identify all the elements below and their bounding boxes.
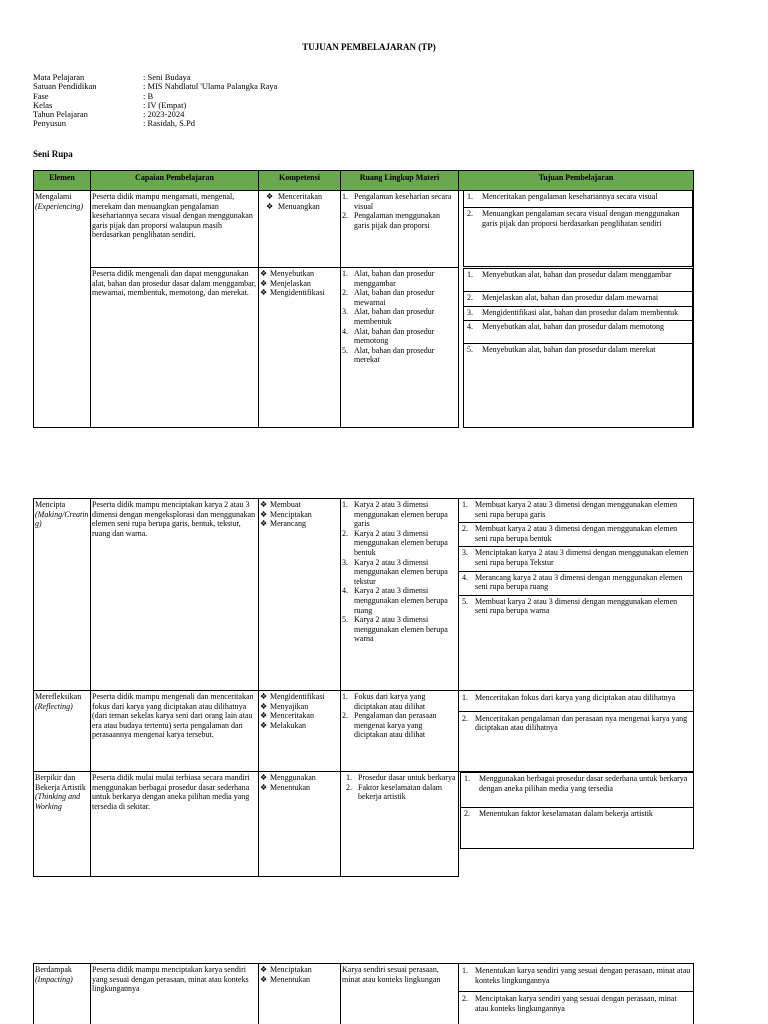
list-item: 2. Karya 2 atau 3 dimensi menggunakan elemen berupa bentuk — [342, 528, 448, 557]
tp-cell — [459, 191, 694, 268]
table-row — [34, 268, 694, 428]
cp-cell: Peserta didik mengenali dan dapat menggunakan alat, bahan dan prosedur dasar dalam menggambar, mewarnai, membentuk, memotong, dan merekat. — [91, 268, 259, 428]
table-row — [34, 772, 694, 877]
meta-value: : 2023-2024 — [143, 109, 185, 120]
list-item: 2. Faktor keselamatan dalam bekerja artistik — [346, 782, 442, 802]
tp-item: 1. Menggunakan berbagai prosedur dasar sederhana untuk berkarya dengan aneka pilihan media yang tersedia — [460, 772, 694, 808]
table-row — [34, 499, 694, 691]
list-item: 1. Fokus dari karya yang diciptakan atau dilihat — [342, 692, 426, 711]
list-item: ❖ Merancang — [260, 519, 306, 529]
tp-cell — [459, 268, 694, 428]
meta-value: : MIS Nahdlatul 'Ulama Palangka Raya — [143, 81, 278, 92]
tp-item: 5. Membuat karya 2 atau 3 dimensi dengan menggunakan elemen seni rupa berupa warna — [462, 596, 678, 616]
elemen-cell: Berpikir dan Bekerja Artistik (Thinking and Working — [34, 772, 91, 877]
meta-row — [33, 82, 277, 91]
tp-cell — [459, 691, 694, 772]
header-tujuan: Tujuan Pembelajaran — [459, 171, 694, 191]
tp-item: 2. Menuangkan pengalaman secara visual dengan menggunakan garis pijak dan proporsi berdasarkan penglihatan sendiri — [463, 208, 693, 267]
materi-cell: Karya sendiri sesuai perasaan, minat atau konteks lingkungan — [341, 964, 459, 1024]
tp-item: 1. Menyebutkan alat, bahan dan prosedur dalam menggambar — [463, 268, 693, 292]
kompetensi-cell — [259, 691, 341, 772]
tp-item: 4. Merancang karya 2 atau 3 dimensi dengan menggunakan elemen seni rupa berupa ruang — [459, 572, 693, 596]
header-kompetensi: Kompetensi — [259, 171, 341, 191]
list-item: 3. Alat, bahan dan prosedur membentuk — [342, 307, 435, 326]
list-item: ❖ Menyajikan — [260, 701, 309, 711]
meta-row — [33, 119, 277, 128]
tp-item: 2. Membuat karya 2 atau 3 dimensi dengan menggunakan elemen seni rupa berupa bentuk — [459, 523, 693, 547]
tp-item: 1. Membuat karya 2 atau 3 dimensi dengan menggunakan elemen seni rupa berupa garis — [459, 499, 693, 523]
tp-item: 3. Mengidentifikasi alat, bahan dan prosedur dalam membentuk — [463, 306, 693, 321]
kompetensi-cell — [259, 772, 341, 877]
tp-cell — [459, 499, 694, 691]
section-title: Seni Rupa — [33, 149, 73, 159]
list-item: 2. Alat, bahan dan prosedur mewarnai — [342, 288, 435, 307]
elemen-cell: Mengalami (Experiencing) — [34, 191, 91, 268]
meta-value: : Rasidah, S.Pd — [143, 118, 195, 129]
list-item: ❖ Menyebutkan — [260, 269, 314, 278]
elemen-cell — [34, 268, 91, 428]
elemen-cell: Mencipta (Making/Creating) — [34, 499, 91, 691]
tp-item: 2. Menentukan faktor keselamatan dalam bekerja artistik — [460, 807, 694, 849]
list-item: ❖ Menggunakan — [260, 773, 316, 782]
materi-cell — [341, 191, 459, 268]
tp-item: 4. Menyebutkan alat, bahan dan prosedur dalam memotong — [463, 320, 693, 344]
meta-label: Fase — [33, 90, 49, 101]
kompetensi-cell — [259, 191, 341, 268]
tp-item: 2. Menceritakan pengalaman dan perasaan nya mengenai karya yang diciptakan atau dilihatnya — [462, 713, 688, 733]
cp-cell: Peserta didik mampu menciptakan karya 2 atau 3 dimensi dengan mengeksplorasi dan menggunakan elemen seni rupa berupa garis, bentuk, tekstur, ruang dan warna. — [91, 499, 259, 691]
meta-label: Tahun Pelajaran — [33, 109, 88, 120]
table-row — [34, 191, 694, 268]
header-materi: Ruang Lingkup Materi — [341, 171, 459, 191]
header-elemen: Elemen — [34, 171, 91, 191]
list-item: 4. Karya 2 atau 3 dimensi menggunakan elemen berupa ruang — [342, 586, 448, 615]
tp-item: 3. Menciptakan karya 2 atau 3 dimensi dengan menggunakan elemen seni rupa berupa Tekstur — [459, 547, 693, 571]
list-item: ❖ Menciptakan — [260, 965, 312, 974]
cp-cell: Peserta didik mulai mulai terbiasa secara mandiri menggunakan berbagai prosedur dasar sederhana untuk berkarya dengan aneka pilihan media yang tersedia di sekitar. — [91, 772, 259, 877]
meta-value: : Seni Budaya — [143, 72, 191, 82]
list-item: ❖ Menuangkan — [266, 201, 320, 211]
elemen-cell: Berdampak (Impacting) — [34, 964, 91, 1024]
tp-table-part-2 — [33, 498, 694, 877]
tp-item: 5. Menyebutkan alat, bahan dan prosedur dalam merekat — [463, 343, 693, 428]
tp-cell — [459, 772, 694, 877]
tp-item: 2. Menciptakan karya sendiri yang sesuai dengan perasaan, minat atau konteks lingkungannya — [462, 994, 677, 1013]
tp-item: 1. Menceritakan pengalaman kesehariannya secara visual — [463, 191, 693, 208]
list-item: ❖ Menentukan — [260, 974, 310, 984]
table-header-row — [34, 171, 694, 191]
meta-label: Kelas — [33, 99, 53, 110]
meta-value: : B — [143, 90, 154, 101]
list-item: 1. Prosedur dasar untuk berkarya — [346, 773, 456, 782]
tp-item: 2. Menjelaskan alat, bahan dan prosedur dalam mewarnai — [463, 291, 693, 307]
cp-cell: Peserta didik mampu mengamati, mengenal, merekam dan menuangkan pengalaman kesehariannya secara visual dengan menggunakan garis pijak dan proporsi walaupun masih berdasarkan penglihatan sendiri. — [91, 191, 259, 268]
document-title: TUJUAN PEMBELAJARAN (TP) — [302, 42, 436, 52]
list-item: ❖ Menentukan — [260, 782, 310, 792]
elemen-cell: Merefleksikan (Reflecting) — [34, 691, 91, 772]
list-item: 2. Pengalaman menggunakan garis pijak dan proporsi — [342, 211, 440, 230]
list-item: 5. Karya 2 atau 3 dimensi menggunakan elemen berupa warna — [342, 615, 448, 644]
list-item: ❖ Mengidentifikasi — [260, 288, 325, 298]
materi-cell — [341, 772, 459, 877]
table-row — [34, 691, 694, 772]
materi-cell — [341, 268, 459, 428]
list-item: 4. Alat, bahan dan prosedur memotong — [342, 326, 435, 346]
header-capaian: Capaian Pembelajaran — [91, 171, 259, 191]
list-item: 1. Alat, bahan dan prosedur menggambar — [342, 269, 435, 288]
list-item: ❖ Melakukan — [260, 720, 306, 730]
list-item: ❖ Membuat — [260, 500, 301, 509]
kompetensi-cell — [259, 964, 341, 1024]
list-item: ❖ Menjelaskan — [260, 278, 311, 288]
list-item: 3. Karya 2 atau 3 dimensi menggunakan elemen berupa tekstur — [342, 557, 448, 586]
meta-label: Mata Pelajaran — [33, 72, 85, 82]
tp-item: 1. Menentukan karya sendiri yang sesuai dengan perasaan, minat atau konteks lingkungannya — [459, 964, 693, 992]
document-meta — [33, 73, 277, 129]
materi-cell — [341, 499, 459, 691]
tp-cell — [459, 964, 694, 1024]
meta-value: : IV (Empat) — [143, 99, 187, 110]
table-row — [34, 964, 694, 1024]
tp-table-part-1 — [33, 170, 694, 428]
list-item: 5. Alat, bahan dan prosedur merekat — [342, 345, 435, 365]
list-item: ❖ Menceritakan — [266, 192, 322, 201]
meta-label: Satuan Pendidikan — [33, 81, 97, 92]
tp-table-part-3 — [33, 963, 694, 1024]
meta-label: Penyusun — [33, 118, 67, 129]
list-item: ❖ Menciptakan — [260, 509, 312, 519]
kompetensi-cell — [259, 268, 341, 428]
list-item: ❖ Mengidentifikasi — [260, 692, 325, 701]
kompetensi-cell — [259, 499, 341, 691]
materi-cell — [341, 691, 459, 772]
list-item: 1. Karya 2 atau 3 dimensi menggunakan elemen berupa garis — [342, 500, 448, 529]
list-item: 2. Pengalaman dan perasaan mengenai karya yang diciptakan atau dilihat — [342, 711, 437, 740]
cp-cell: Peserta didik mampu mengenali dan menceritakan fokus dari karya yang diciptakan atau dilihatnya (dari teman sekelas karya seni dari orang lain atau era atau budaya tertentu) serta pengalaman dan perasaannya mengenai karya tersebut. — [91, 691, 259, 772]
list-item: 1. Pengalaman keseharian secara visual — [342, 192, 452, 211]
cp-cell: Peserta didik mampu menciptakan karya sendiri yang sesuai dengan perasaan, minat atau konteks lingkungannya — [91, 964, 259, 1024]
tp-item: 1. Menceritakan fokus dari karya yang diciptakan atau dilihatnya — [459, 691, 693, 712]
list-item: ❖ Menceritakan — [260, 711, 314, 721]
